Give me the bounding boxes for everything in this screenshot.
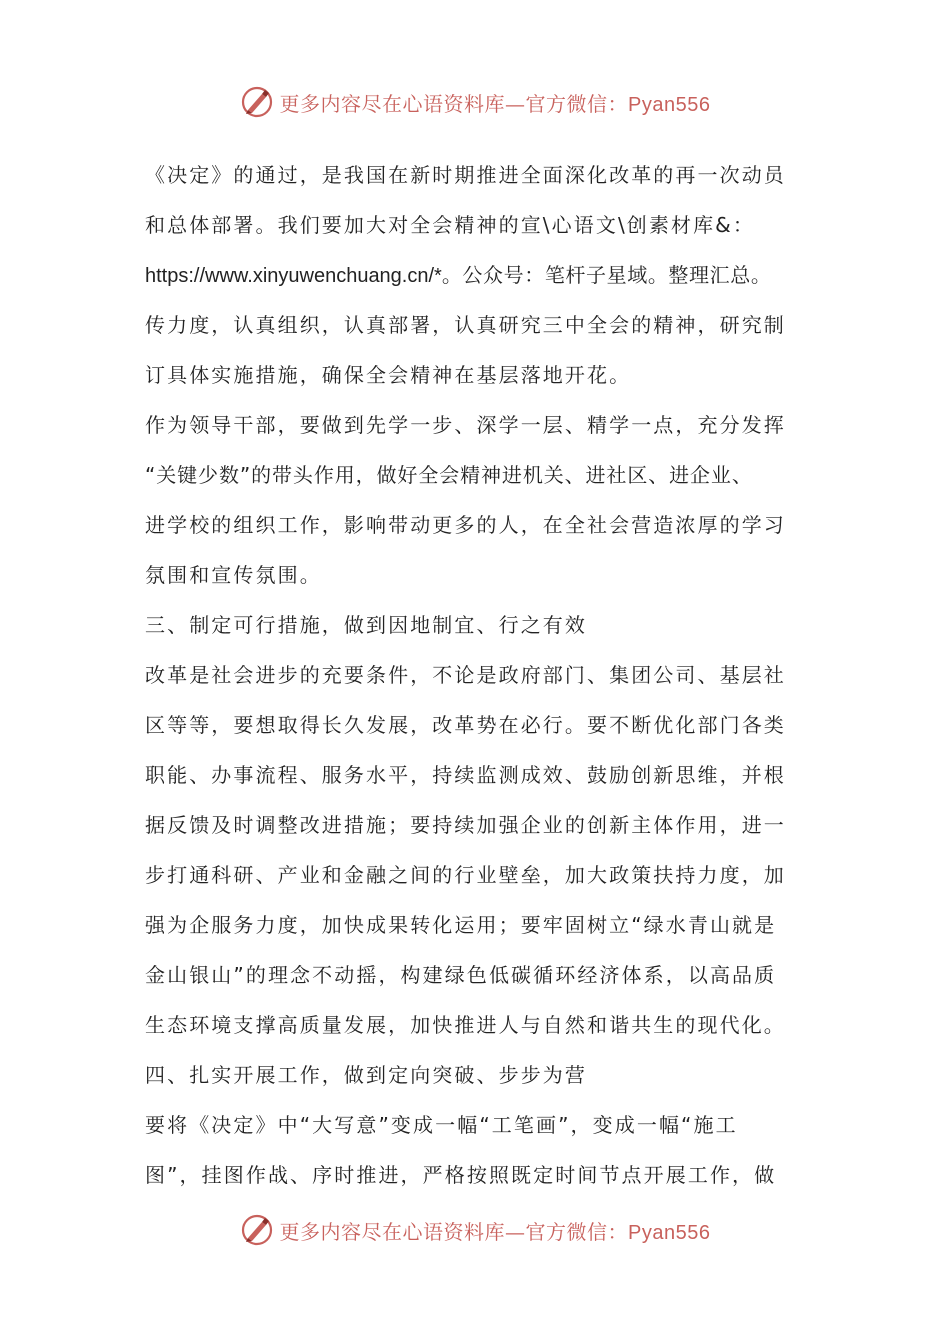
paragraph-line: 进学校的组织工作，影响带动更多的人，在全社会营造浓厚的学习 [145, 513, 786, 537]
header-wechat-id: Pyan556 [628, 93, 711, 116]
paragraph-line: 氛围和宣传氛围。 [145, 563, 322, 587]
header-banner [0, 80, 950, 124]
paragraph-line: 步打通科研、产业和金融之间的行业壁垒，加大政策扶持力度，加 [145, 863, 786, 887]
paragraph-line: 改革是社会进步的充要条件，不论是政府部门、集团公司、基层社 [145, 663, 786, 687]
paragraph-line: 作为领导干部，要做到先学一步、深学一层、精学一点，充分发挥 [145, 413, 786, 437]
paragraph-line: 职能、办事流程、服务水平，持续监测成效、鼓励创新思维，并根 [145, 763, 786, 787]
paragraph-line: 要将《决定》中“大写意”变成一幅“工笔画”，变成一幅“施工 [145, 1113, 738, 1137]
paragraph-line: 金山银山”的理念不动摇，构建绿色低碳循环经济体系，以高品质 [145, 963, 777, 987]
section-heading: 三、制定可行措施，做到因地制宜、行之有效 [145, 613, 587, 637]
pen-circle-logo-icon [240, 1213, 274, 1247]
website-link[interactable]: https://www.xinyuwenchuang.cn/* [145, 265, 442, 287]
footer-banner-text [280, 1216, 711, 1245]
paragraph-line-rest: 。公众号：笔杆子星域。整理汇总。 [441, 263, 772, 287]
footer-banner [0, 1208, 950, 1252]
paragraph-line-with-url [145, 250, 825, 300]
footer-banner-label: 更多内容尽在心语资料库—官方微信： [279, 1219, 629, 1244]
paragraph-line: 传力度，认真组织，认真部署，认真研究三中全会的精神，研究制 [145, 313, 786, 337]
section-heading: 四、扎实开展工作，做到定向突破、步步为营 [145, 1063, 587, 1087]
paragraph-line: 据反馈及时调整改进措施；要持续加强企业的创新主体作用，进一 [145, 813, 786, 837]
document-body [145, 150, 825, 1200]
paragraph-line: 订具体实施措施，确保全会精神在基层落地开花。 [145, 363, 632, 387]
paragraph-line: 强为企服务力度，加快成果转化运用；要牢固树立“绿水青山就是 [145, 913, 777, 937]
paragraph-line: 《决定》的通过，是我国在新时期推进全面深化改革的再一次动员 [145, 163, 786, 187]
paragraph-line: 图”，挂图作战、序时推进，严格按照既定时间节点开展工作，做 [145, 1163, 777, 1187]
footer-wechat-id: Pyan556 [628, 1221, 711, 1244]
paragraph-line: 和总体部署。我们要加大对全会精神的宣\心语文\创素材库&： [145, 213, 755, 237]
paragraph-line: 区等等，要想取得长久发展，改革势在必行。要不断优化部门各类 [145, 713, 786, 737]
paragraph-line: 生态环境支撑高质量发展，加快推进人与自然和谐共生的现代化。 [145, 1013, 786, 1037]
header-banner-text [280, 88, 711, 117]
header-banner-label: 更多内容尽在心语资料库—官方微信： [279, 91, 629, 116]
pen-circle-logo-icon [240, 85, 274, 119]
paragraph-line: “关键少数”的带头作用，做好全会精神进机关、进社区、进企业、 [145, 463, 753, 487]
